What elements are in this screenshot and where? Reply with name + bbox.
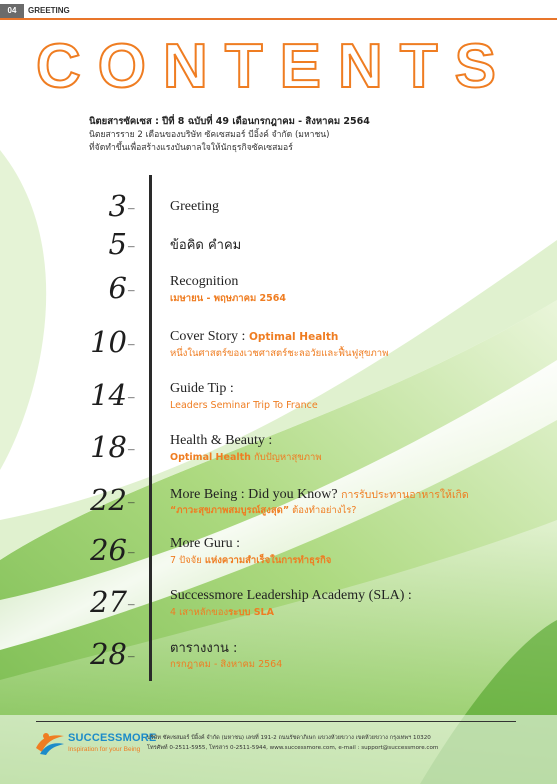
brand-block [68, 732, 156, 755]
company-address [147, 733, 517, 753]
successmore-logo-icon [34, 730, 66, 756]
toc-heading: Guide Tip : [170, 381, 234, 396]
toc-heading: Greeting [170, 199, 219, 214]
toc-subheading: “ภาวะสุขภาพสมบูรณ์สูงสุด” ต้องทำอย่างไร? [170, 505, 357, 516]
page-title: CONTENTS [36, 32, 513, 101]
toc-heading: More Guru : [170, 536, 240, 551]
publisher-line: นิตยสารราย 2 เดือนของบริษัท ซัคเซสมอร์ บีอิ้งค์ จำกัด (มหาชน) [89, 130, 330, 140]
toc-heading: Successmore Leadership Academy (SLA) : [170, 588, 412, 603]
page-header [0, 0, 557, 20]
toc-dash: – [128, 336, 135, 351]
purpose-line: ที่จัดทำขึ้นเพื่อสร้างแรงบันดาลใจให้นักธุรกิจซัคเซสมอร์ [89, 143, 293, 153]
brand-name: SUCCESSMORE [68, 732, 157, 744]
issue-line: นิตยสารซัคเซส : ปีที่ 8 ฉบับที่ 49 เดือนกรกฎาคม - สิงหาคม 2564 [89, 116, 370, 127]
toc-subheading: 7 ปัจจัย แห่งความสำเร็จในการทำธุรกิจ [170, 555, 332, 566]
toc-subheading: Leaders Seminar Trip To France [170, 400, 318, 411]
toc-heading-accent: การรับประทานอาหารให้เกิด [341, 489, 469, 501]
address-line: บริษัท ซัคเซสมอร์ บีอิ้งค์ จำกัด (มหาชน) เลขที่ 191-2 ถนนรัชดาภิเษก แขวงห้วยขวาง เขตห้วยขวาง กรุงเทพฯ 10320 [147, 735, 431, 741]
toc-dash: – [128, 200, 135, 215]
section-label: GREETING [28, 6, 70, 15]
toc-dash: – [128, 441, 135, 456]
toc-dash: – [128, 238, 135, 253]
toc-subheading: กรกฎาคม - สิงหาคม 2564 [170, 659, 283, 670]
contact-line: โทรศัพท์ 0-2511-5955, โทรสาร 0-2511-5944, www.successmore.com, e-mail : support@successmore.com [147, 745, 439, 751]
toc-dash: – [128, 544, 135, 559]
header-rule [0, 18, 557, 20]
toc-page-number: 22 [90, 483, 127, 517]
toc-subheading: หนึ่งในศาสตร์ของเวชศาสตร์ชะลอวัยและฟื้นฟูสุขภาพ [170, 348, 389, 359]
toc-heading: ตารางงาน : [170, 641, 238, 656]
toc-page-number: 28 [90, 637, 127, 671]
toc-subheading: 4 เสาหลักของระบบ SLA [170, 607, 274, 618]
brand-tagline: Inspiration for your Being [68, 746, 141, 753]
toc-page-number: 10 [90, 325, 127, 359]
toc-page-number: 26 [90, 533, 127, 567]
footer-rule [36, 721, 516, 722]
toc-page-number: 18 [90, 430, 127, 464]
toc-page-number: 3 [108, 189, 127, 223]
toc-dash: – [128, 282, 135, 297]
magazine-intro [89, 114, 529, 155]
toc-heading: Recognition [170, 274, 239, 289]
toc-dash: – [128, 596, 135, 611]
toc-page-number: 6 [108, 271, 127, 305]
toc-divider [149, 175, 152, 681]
toc-dash: – [128, 648, 135, 663]
toc-subheading: เมษายน - พฤษภาคม 2564 [170, 293, 286, 304]
toc-heading: Health & Beauty : [170, 433, 273, 448]
toc-heading: Cover Story : Optimal Health [170, 329, 339, 344]
toc-dash: – [128, 494, 135, 509]
toc-page-number: 5 [108, 227, 127, 261]
toc-page-number: 14 [90, 378, 127, 412]
toc-heading: More Being : Did you Know? การรับประทานอาหารให้เกิด [170, 487, 469, 502]
toc-heading: ข้อคิด คำคม [170, 238, 242, 253]
page-number: 04 [0, 4, 24, 18]
toc-subheading: Optimal Health กับปัญหาสุขภาพ [170, 452, 322, 463]
toc-page-number: 27 [90, 585, 127, 619]
toc-dash: – [128, 389, 135, 404]
toc-heading-accent: Optimal Health [248, 331, 339, 343]
